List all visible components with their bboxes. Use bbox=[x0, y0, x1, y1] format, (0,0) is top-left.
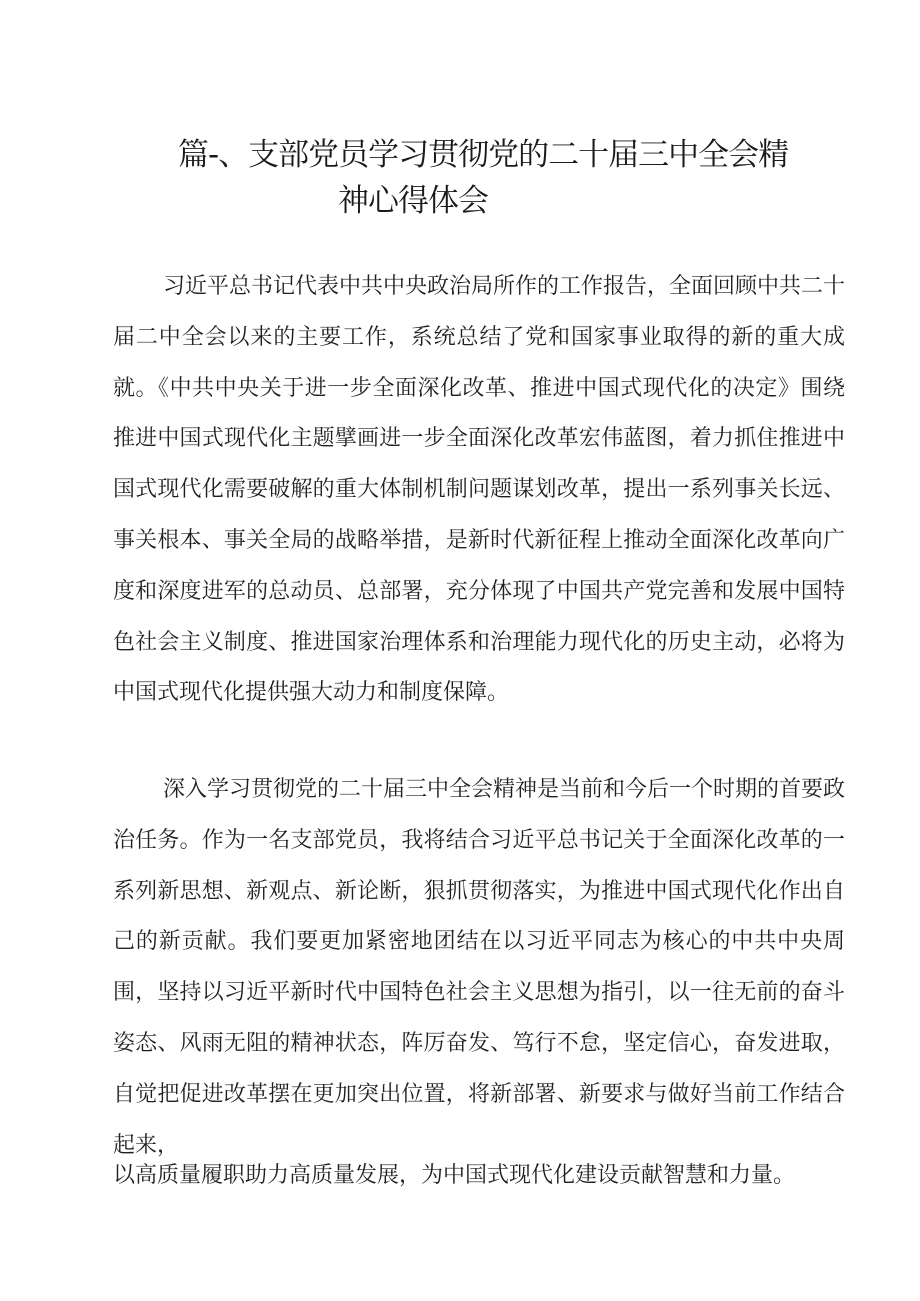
body-paragraph-1: 习近平总书记代表中共中央政治局所作的工作报告，全面回顾中共二十届二中全会以来的主要工作，系统总结了党和国家事业取得的新的重大成就。《中共中央关于进一步全面深化改革、推进中国式现代化的决定》围绕推进中国式现代化主题擘画进一步全面深化改革宏伟蓝图，着力抓住推进中国式现代化需要破解的重大体制机制问题谋划改革，提出一系列事关长远、事关根本、事关全局的战略举措，是新时代新征程上推动全面深化改革向广度和深度进军的总动员、总部署，充分体现了中国共产党完善和发展中国特色社会主义制度、推进国家治理体系和治理能力现代化的历史主动，必将为中国式现代化提供强大动力和制度保障。 bbox=[113, 274, 846, 706]
document-title bbox=[178, 132, 858, 224]
title-line-2: 神心得体会 bbox=[338, 183, 488, 219]
title-line-1: 篇-、支部党员学习贯彻党的二十届三中全会精 bbox=[178, 137, 789, 173]
closing-line: 以高质量履职助力高质量发展，为中国式现代化建设贡献智慧和力量。 bbox=[113, 1163, 796, 1188]
body-paragraph-2: 深入学习贯彻党的二十届三中全会精神是当前和今后一个时期的首要政治任务。作为一名支部党员，我将结合习近平总书记关于全面深化改革的一系列新思想、新观点、新论断，狠抓贯彻落实，为推进中国式现代化作出自己的新贡献。我们要更加紧密地团结在以习近平同志为核心的中共中央周围，坚持以习近平新时代中国特色社会主义思想为指引，以一往无前的奋斗姿态、风雨无阻的精神状态，阵厉奋发、笃行不怠，坚定信心，奋发进取，自觉把促进改革摆在更加突出位置，将新部署、新要求与做好当前工作结合起来， bbox=[113, 777, 846, 1158]
